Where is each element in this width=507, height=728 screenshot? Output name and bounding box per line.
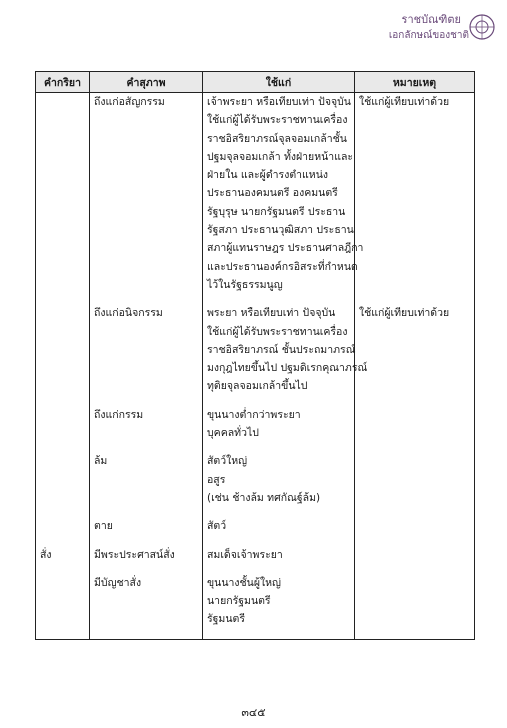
verb-cell xyxy=(36,406,90,453)
word-usage-table xyxy=(35,71,475,640)
polite-word-cell-line: ตาย xyxy=(94,520,113,533)
usage-cell-line: ราชอิสริยาภรณ์ ชั้นประถมาภรณ์ xyxy=(207,343,356,356)
table-row xyxy=(36,574,475,639)
note-cell xyxy=(355,304,475,405)
usage-cell-line: (เช่น ช้างล้ม ทศกัณฐ์ล้ม) xyxy=(207,491,321,504)
verb-cell xyxy=(36,93,90,305)
polite-word-cell-line: ถึงแก่อนิจกรรม xyxy=(94,307,163,320)
usage-cell xyxy=(203,452,355,517)
table-row xyxy=(36,517,475,545)
verb-cell-line xyxy=(40,574,85,592)
note-cell-line xyxy=(359,452,470,470)
note-cell-line xyxy=(359,517,470,535)
logo-line-2: เอกลักษณ์ของชาติ xyxy=(388,30,469,41)
polite-word-cell xyxy=(90,93,203,305)
polite-word-cell xyxy=(90,517,203,545)
usage-cell-line: ขุนนางชั้นผู้ใหญ่ xyxy=(207,576,282,589)
usage-cell-line: ฝ่ายใน และผู้ดำรงตำแหน่ง xyxy=(207,169,329,182)
note-cell-line xyxy=(359,406,470,424)
table-row xyxy=(36,452,475,517)
verb-cell xyxy=(36,304,90,405)
usage-cell-line: ปฐมจุลจอมเกล้า ทั้งฝ่ายหน้าและ xyxy=(207,150,354,163)
usage-cell-line: บุคคลทั่วไป xyxy=(207,427,259,440)
usage-cell-line: สมเด็จเจ้าพระยา xyxy=(207,548,283,561)
note-cell xyxy=(355,406,475,453)
verb-cell-line xyxy=(40,93,85,111)
table-row xyxy=(36,304,475,405)
page-number: ๓๔๕ xyxy=(241,706,266,719)
usage-cell-line: มงกุฎไทยขึ้นไป ปฐมดิเรกคุณาภรณ์ xyxy=(207,362,368,375)
verb-cell-line xyxy=(40,452,85,470)
usage-cell xyxy=(203,406,355,453)
usage-cell-line: สภาผู้แทนราษฎร ประธานศาลฎีกา xyxy=(207,242,364,255)
usage-cell-line: และประธานองค์กรอิสระที่กำหนด xyxy=(207,260,358,273)
usage-cell xyxy=(203,546,355,574)
note-cell xyxy=(355,93,475,305)
usage-cell-line: พระยา หรือเทียบเท่า ปัจจุบัน xyxy=(207,307,336,320)
polite-word-cell-line: ถึงแก่อสัญกรรม xyxy=(94,96,165,108)
usage-cell-line: ราชอิสริยาภรณ์จุลจอมเกล้าชั้น xyxy=(207,132,347,145)
emblem-icon xyxy=(467,12,497,42)
usage-cell-line: อสูร xyxy=(207,473,226,486)
verb-cell-line xyxy=(40,517,85,535)
usage-cell-line: เจ้าพระยา หรือเทียบเท่า ปัจจุบัน xyxy=(207,96,351,108)
usage-cell-line: นายกรัฐมนตรี xyxy=(207,595,271,608)
polite-word-cell xyxy=(90,452,203,517)
note-cell-line xyxy=(359,574,470,592)
table-row xyxy=(36,406,475,453)
usage-cell xyxy=(203,304,368,405)
usage-cell-line: รัฐบุรุษ นายกรัฐมนตรี ประธาน xyxy=(207,205,346,218)
usage-cell-line: ขุนนางต่ำกว่าพระยา xyxy=(207,408,301,421)
usage-cell xyxy=(203,574,355,639)
header-note: หมายเหตุ xyxy=(355,72,475,93)
usage-cell xyxy=(203,93,364,305)
header-polite-word: คำสุภาพ xyxy=(90,72,203,93)
polite-word-cell-line: ล้ม xyxy=(94,455,108,468)
table-row xyxy=(36,546,475,574)
usage-cell-line: ใช้แก่ผู้ได้รับพระราชทานเครื่อง xyxy=(207,114,348,127)
header-verb: คำกริยา xyxy=(36,72,90,93)
note-cell xyxy=(355,546,475,574)
verb-cell-line: สั่ง xyxy=(40,548,52,561)
usage-cell-line: สัตว์ xyxy=(207,520,227,533)
polite-word-cell xyxy=(90,406,203,453)
verb-cell xyxy=(36,452,90,517)
header-usage: ใช้แก่ xyxy=(203,72,355,93)
note-cell-line xyxy=(359,546,470,564)
logo xyxy=(377,6,497,50)
verb-cell-line xyxy=(40,406,85,424)
note-cell-line: ใช้แก่ผู้เทียบเท่าด้วย xyxy=(359,96,450,108)
note-cell-line: ใช้แก่ผู้เทียบเท่าด้วย xyxy=(359,307,450,320)
usage-cell-line: รัฐมนตรี xyxy=(207,613,245,626)
usage-cell-line: สัตว์ใหญ่ xyxy=(207,455,248,468)
usage-cell-line: ประธานองคมนตรี องคมนตรี xyxy=(207,187,338,200)
verb-cell xyxy=(36,574,90,639)
polite-word-cell-line: ถึงแก่กรรม xyxy=(94,408,144,421)
table-header-row xyxy=(36,72,475,93)
logo-line-1: ราชบัณฑิตย xyxy=(401,13,461,26)
usage-cell-line: รัฐสภา ประธานวุฒิสภา ประธาน xyxy=(207,224,354,237)
verb-cell xyxy=(36,546,90,574)
usage-cell-line: ไว้ในรัฐธรรมนูญ xyxy=(207,278,283,291)
polite-word-cell-line: มีบัญชาสั่ง xyxy=(94,576,142,589)
note-cell xyxy=(355,452,475,517)
usage-cell xyxy=(203,517,355,545)
polite-word-cell-line: มีพระประศาสน์สั่ง xyxy=(94,548,175,561)
table-row xyxy=(36,93,475,305)
table-body xyxy=(36,93,475,640)
note-cell xyxy=(355,517,475,545)
polite-word-cell xyxy=(90,304,203,405)
verb-cell-line xyxy=(40,304,85,322)
note-cell xyxy=(355,574,475,639)
verb-cell xyxy=(36,517,90,545)
usage-cell-line: ใช้แก่ผู้ได้รับพระราชทานเครื่อง xyxy=(207,325,348,338)
polite-word-cell xyxy=(90,574,203,639)
usage-cell-line: ทุติยจุลจอมเกล้าขึ้นไป xyxy=(207,380,308,393)
polite-word-cell xyxy=(90,546,203,574)
